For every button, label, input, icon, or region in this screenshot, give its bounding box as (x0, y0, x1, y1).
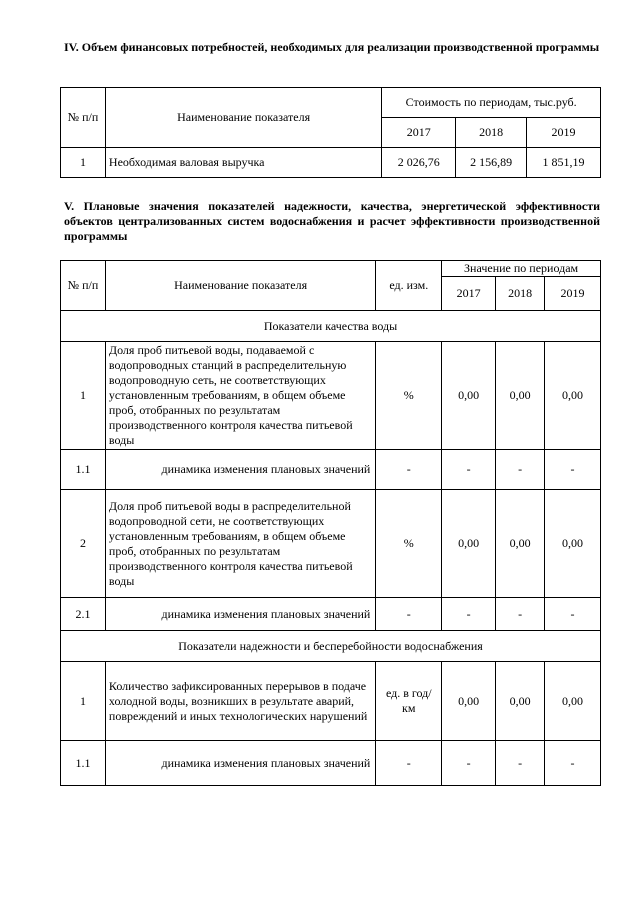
row-name: динамика изменения плановых значений (105, 741, 375, 786)
year-header: 2019 (545, 277, 601, 311)
row-value: 0,00 (442, 662, 496, 741)
row-num: 1.1 (61, 450, 106, 490)
row-value: 1 851,19 (527, 148, 601, 178)
row-value: - (496, 598, 545, 631)
row-num: 1.1 (61, 741, 106, 786)
section-5-heading: V. Плановые значения показателей надежности, качества, энергетической эффективности объектов централизованных систем водоснабжения и расчет эффективности производственной программы (64, 199, 600, 243)
row-value: 2 026,76 (382, 148, 456, 178)
group-title-quality: Показатели качества воды (61, 311, 601, 342)
col-header-num: № п/п (61, 88, 106, 148)
table-row (61, 148, 601, 178)
row-value: 0,00 (496, 342, 545, 450)
financial-needs-table (60, 87, 601, 178)
table-row (61, 450, 601, 490)
row-unit: ед. в год/ км (376, 662, 442, 741)
year-header: 2018 (496, 277, 545, 311)
row-num: 1 (61, 342, 106, 450)
row-value: 0,00 (545, 342, 601, 450)
table-row (61, 598, 601, 631)
row-value: - (545, 450, 601, 490)
row-name: Доля проб питьевой воды в распределительной водопроводной сети, не соответствующих установленным требованиям, в общем объеме проб, отобранных по результатам производственного контроля качества питьевой воды (105, 490, 375, 598)
row-value: 2 156,89 (456, 148, 527, 178)
row-value: - (496, 450, 545, 490)
row-value: 0,00 (496, 490, 545, 598)
row-num: 1 (61, 148, 106, 178)
col-header-name: Наименование показателя (105, 261, 375, 311)
table-row (61, 342, 601, 450)
row-unit: % (376, 342, 442, 450)
year-header: 2017 (442, 277, 496, 311)
row-value: - (442, 741, 496, 786)
row-num: 1 (61, 662, 106, 741)
row-value: 0,00 (545, 490, 601, 598)
row-value: 0,00 (442, 342, 496, 450)
row-unit: - (376, 741, 442, 786)
row-value: 0,00 (545, 662, 601, 741)
row-value: - (545, 741, 601, 786)
year-header: 2018 (456, 118, 527, 148)
table-row (61, 490, 601, 598)
row-num: 2 (61, 490, 106, 598)
row-name: динамика изменения плановых значений (105, 598, 375, 631)
row-name: Необходимая валовая выручка (105, 148, 381, 178)
row-value: - (496, 741, 545, 786)
year-header: 2017 (382, 118, 456, 148)
row-unit: % (376, 490, 442, 598)
row-value: - (545, 598, 601, 631)
col-header-name: Наименование показателя (105, 88, 381, 148)
row-name: Количество зафиксированных перерывов в подаче холодной воды, возникших в результате аварий, повреждений и иных технологических нарушений (105, 662, 375, 741)
col-header-unit: ед. изм. (376, 261, 442, 311)
row-name: Доля проб питьевой воды, подаваемой с водопроводных станций в распределительную водопроводную сеть, не соответствующих установленным требованиям, в общем объеме проб, отобранных по результатам производственного контроля качества питьевой воды (105, 342, 375, 450)
row-num: 2.1 (61, 598, 106, 631)
row-unit: - (376, 450, 442, 490)
table-row (61, 741, 601, 786)
col-header-cost: Стоимость по периодам, тыс.руб. (382, 88, 601, 118)
section-4-heading: IV. Объем финансовых потребностей, необходимых для реализации производственной программы (64, 40, 600, 54)
row-name: динамика изменения плановых значений (105, 450, 375, 490)
table-row (61, 662, 601, 741)
col-header-num: № п/п (61, 261, 106, 311)
row-value: - (442, 450, 496, 490)
row-value: 0,00 (496, 662, 545, 741)
indicators-table (60, 260, 601, 786)
year-header: 2019 (527, 118, 601, 148)
group-title-reliability: Показатели надежности и бесперебойности водоснабжения (61, 631, 601, 662)
col-header-values: Значение по периодам (442, 261, 601, 277)
row-value: 0,00 (442, 490, 496, 598)
row-value: - (442, 598, 496, 631)
row-unit: - (376, 598, 442, 631)
